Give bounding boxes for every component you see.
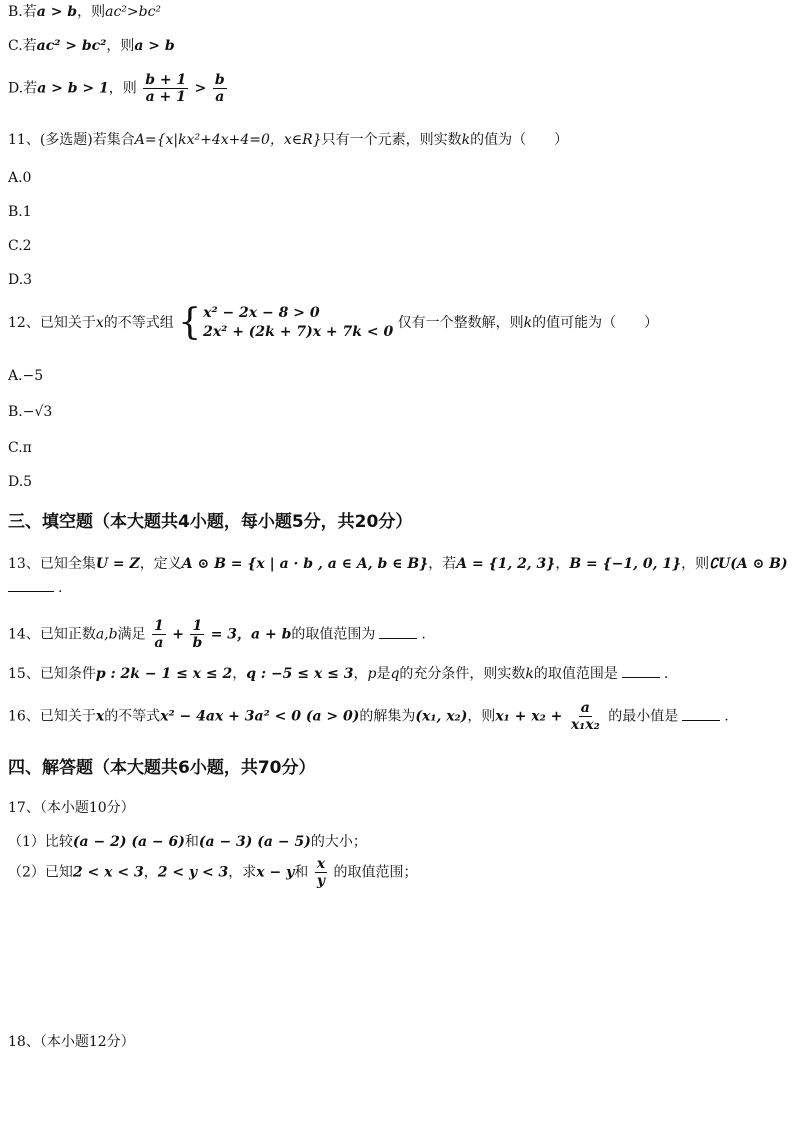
fraction: $\frac{b}{a}$ [214,72,225,106]
fraction: $\frac{b + 1}{a + 1}$ [145,72,187,106]
answer-blank[interactable] [622,677,660,678]
q10-option-b: B.若a > b，则ac²>bc² [8,4,162,20]
q13-answer-line: . [8,580,62,597]
fraction: $\frac{1}{b}$ [192,618,203,652]
question-16: 16、已知关于x的不等式x² − 4ax + 3a² < 0 (a > 0)的解集为(x₁, x₂)，则x₁ + x₂ + $\frac{a}{\text{x₁x₂}}$ 的最小值是 . [8,700,729,734]
section-heading-fill-in: 三、填空题（本大题共4小题，每小题5分，共20分） [8,512,413,532]
brace-icon: { [178,301,202,343]
q10-option-c: C.若ac² > bc²，则a > b [8,38,175,54]
question-11: 11、(多选题)若集合A={x|kx²+4x+4=0，x∈R}只有一个元素，则实数k的值为（ ） [8,132,569,148]
q17-part-1: （1）比较(a − 2) (a − 6)和(a − 3) (a − 5)的大小； [8,834,367,850]
answer-blank[interactable] [379,638,417,639]
fraction: $\frac{a}{\text{x₁x₂}}$ [570,700,600,734]
fraction: $\frac{x}{y}$ [316,856,326,890]
section-heading-solutions: 四、解答题（本大题共6小题，共70分） [8,758,316,778]
q12-option-d: D.5 [8,474,33,490]
question-13: 13、已知全集U = Z，定义A ⊙ B = {x | a · b , a ∈ A, b ∈ B}，若A = {1, 2, 3}，B = {−1, 0, 1}，则∁U(A ⊙ B) [8,556,788,572]
question-14: 14、已知正数a,b满足 $\frac{1}{a}$ + $\frac{1}{b}$ = 3，a + b的取值范围为 . [8,618,426,652]
question-17-title: 17、（本小题10分） [8,800,135,816]
q10-option-d: D.若a > b > 1，则 $\frac{b + 1}{a + 1}$ > $\frac{b}{a}$ [8,72,225,106]
inequality-system: { x² − 2x − 8 > 0 2x² + (2k + 7)x + 7k < 0 [178,301,394,343]
question-15: 15、已知条件p : 2k − 1 ≤ x ≤ 2，q : −5 ≤ x ≤ 3，p是q的充分条件，则实数k的取值范围是 . [8,666,669,682]
q11-option-d: D.3 [8,272,33,288]
q12-option-c: C.π [8,440,32,456]
question-12: 12、已知关于x的不等式组 { x² − 2x − 8 > 0 2x² + (2k + 7)x + 7k < 0 仅有一个整数解，则k的值可能为（ ） [8,301,659,343]
q11-option-a: A.0 [8,170,32,186]
answer-blank[interactable] [682,720,720,721]
q12-option-a: A.−5 [8,368,44,384]
q11-option-b: B.1 [8,204,32,220]
fraction: $\frac{1}{a}$ [154,618,164,652]
q11-option-c: C.2 [8,238,32,254]
question-18-title: 18、（本小题12分） [8,1034,135,1050]
answer-blank[interactable] [8,591,54,592]
q17-part-2: （2）已知2 < x < 3，2 < y < 3，求x − y和 $\frac{x}{y}$ 的取值范围； [8,856,418,890]
q12-option-b: B.−√3 [8,404,53,420]
